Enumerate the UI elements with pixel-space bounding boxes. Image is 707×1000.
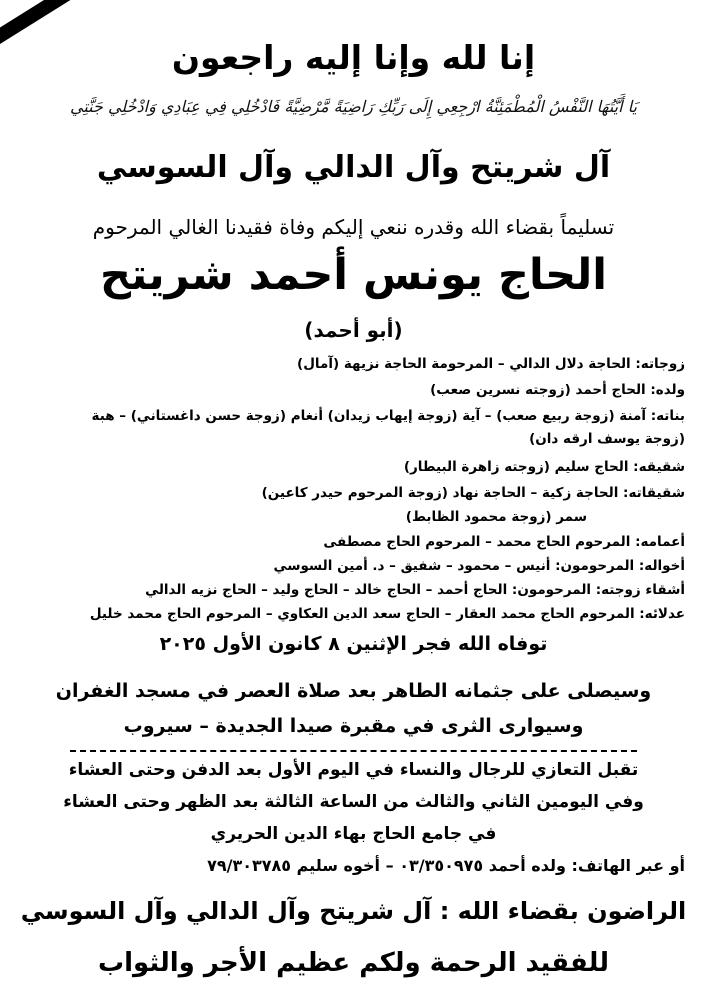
title: إنا لله وإنا إليه راجعون: [171, 38, 536, 77]
relatives-daughters-cont: (زوجة يوسف ارقه دان): [529, 431, 685, 447]
relatives-maternal-uncles: أخواله: المرحومون: أنيس – محمود – شفيق – د. أمين السوسي: [273, 558, 685, 574]
condolences-day1: تقبل التعازي للرجال والنساء في اليوم الأول بعد الدفن وحتى العشاء: [68, 760, 639, 780]
relatives-wife-brothers: أشقاء زوجته: المرحومون: الحاج أحمد – الحاج خالد – الحاج وليد – الحاج نزيه الدالي: [145, 582, 685, 598]
quran-verse: يَا أَيَّتُهَا النَّفْسُ الْمُطْمَئِنَّةُ ارْجِعِي إِلَى رَبِّكِ رَاضِيَةً مَّرْضِيَّةً فَادْخُلِي فِي عِبَادِي وَادْخُلِي جَنَّتِي: [70, 97, 637, 116]
relatives-sisters-cont: سمر (زوجة محمود الظابط): [405, 509, 587, 525]
death-date: توفاه الله فجر الإثنين ٨ كانون الأول ٢٠٢٥: [159, 633, 548, 655]
relatives-brother: شقيقه: الحاج سليم (زوجته زاهرة البيطار): [403, 459, 685, 475]
relatives-sisters: شقيقاته: الحاجة زكية – الحاجة نهاد (زوجة المرحوم حيدر كاعين): [261, 485, 685, 501]
divider: [70, 750, 637, 752]
phone-contacts: أو عبر الهاتف: ولده أحمد ٠٣/٣٥٠٩٧٥ – أخوه سليم ٧٩/٣٠٣٧٨٥: [207, 856, 685, 875]
burial-place: وسيوارى الثرى في مقبرة صيدا الجديدة – سيروب: [123, 715, 584, 737]
closing-prayer: للفقيد الرحمة ولكم عظيم الأجر والثواب: [98, 948, 609, 978]
relatives-son: ولده: الحاج أحمد (زوجته نسرين صعب): [430, 382, 685, 398]
relatives-uncles: أعمامه: المرحوم الحاج محمد – المرحوم الحاج مصطفى: [323, 534, 685, 550]
deceased-nickname: (أبو أحمد): [304, 318, 403, 342]
relatives-wives: زوجاته: الحاجة دلال الدالي – المرحومة الحاجة نزيهة (آمال): [297, 356, 685, 372]
condolences-place: في جامع الحاج بهاء الدين الحريري: [210, 824, 497, 844]
relatives-daughters: بناته: آمنة (زوجة ربيع صعب) – آية (زوجة إيهاب زيدان) أنغام (زوجة حسن داغستاني) – هبة: [91, 408, 685, 424]
families-heading: آل شريتح وآل الدالي وآل السوسي: [96, 150, 611, 185]
closing-families: الراضون بقضاء الله : آل شريتح وآل الدالي وآل السوسي: [20, 897, 687, 925]
relatives-in-laws: عدلائه: المرحوم الحاج محمد العقار – الحاج سعد الدين العكاوي – المرحوم الحاج محمد خليل: [89, 606, 685, 622]
deceased-name: الحاج يونس أحمد شريتح: [99, 250, 608, 300]
funeral-prayer: وسيصلى على جثمانه الطاهر بعد صلاة العصر في مسجد الغفران: [55, 680, 652, 702]
condolences-days23: وفي اليومين الثاني والثالث من الساعة الثالثة بعد الظهر وحتى العشاء: [63, 792, 644, 812]
intro-text: تسليماً بقضاء الله وقدره ننعي إليكم وفاة فقيدنا الغالي المرحوم: [92, 215, 615, 239]
